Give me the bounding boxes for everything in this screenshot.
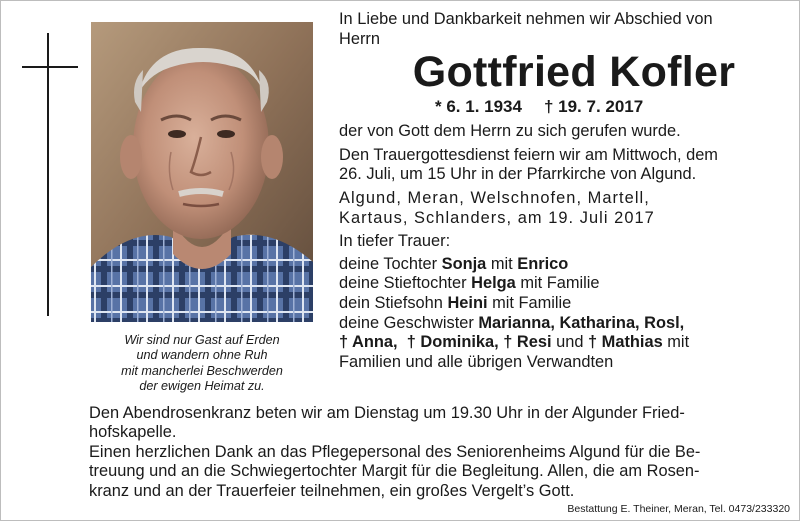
mourner-line: deine Geschwister Marianna, Katharina, Rosl, xyxy=(339,313,685,332)
quote-line: Wir sind nur Gast auf Erden xyxy=(124,333,280,347)
mourner-line: dein Stiefsohn Heini mit Familie xyxy=(339,293,572,312)
notice-text xyxy=(339,10,789,372)
thanks-line: kranz und an der Trauerfeier teilnehmen, ein großes Vergelt’s Gott. xyxy=(89,481,575,500)
funeral-home-credit: Bestattung E. Theiner, Meran, Tel. 0473/233320 xyxy=(567,503,790,515)
quote-line: der ewigen Heimat zu. xyxy=(139,378,265,393)
closing-text xyxy=(89,404,793,501)
mourner-line: Familien und alle übrigen Verwandten xyxy=(339,352,614,371)
cross-icon xyxy=(47,33,49,316)
service-line: 26. Juli, um 15 Uhr in der Pfarrkirche von Algund. xyxy=(339,165,697,184)
death-date: † 19. 7. 2017 xyxy=(543,97,644,117)
birth-date: * 6. 1. 1934 xyxy=(435,97,522,117)
thanks-line: Einen herzlichen Dank an das Pflegepersonal des Seniorenheims Algund für die Be- xyxy=(89,442,701,461)
portrait-photo xyxy=(91,22,313,322)
cross-icon-bar xyxy=(22,66,78,68)
quote xyxy=(91,333,313,394)
intro-line: In Liebe und Dankbarkeit nehmen wir Abschied von xyxy=(339,10,713,28)
thanks-line: treuung und an die Schwiegertochter Margit für die Begleitung. Allen, die am Rosen- xyxy=(89,462,700,481)
places-line: Kartaus, Schlanders, am 19. Juli 2017 xyxy=(339,208,655,227)
intro-line: Herrn xyxy=(339,29,380,48)
mourner-line: deine Tochter Sonja mit Enrico xyxy=(339,254,569,273)
service-line: Den Trauergottesdienst feiern wir am Mittwoch, dem xyxy=(339,145,718,164)
called-line: der von Gott dem Herrn zu sich gerufen wurde. xyxy=(339,122,681,141)
quote-line: und wandern ohne Ruh xyxy=(136,348,268,363)
rosary-line: Den Abendrosenkranz beten wir am Dienstag um 19.30 Uhr in der Algunder Fried- xyxy=(89,404,685,422)
life-dates xyxy=(435,96,789,118)
places-line: Algund, Meran, Welschnofen, Martell, xyxy=(339,188,650,207)
rosary-line: hofskapelle. xyxy=(89,423,177,442)
mourners-heading: In tiefer Trauer: xyxy=(339,232,451,251)
mourner-line: † Anna, † Dominika, † Resi und † Mathias mit xyxy=(339,333,690,352)
mourner-line: deine Stieftochter Helga mit Familie xyxy=(339,274,600,293)
deceased-name: Gottfried Kofler xyxy=(412,48,736,97)
quote-line: mit mancherlei Beschwerden xyxy=(121,363,283,378)
